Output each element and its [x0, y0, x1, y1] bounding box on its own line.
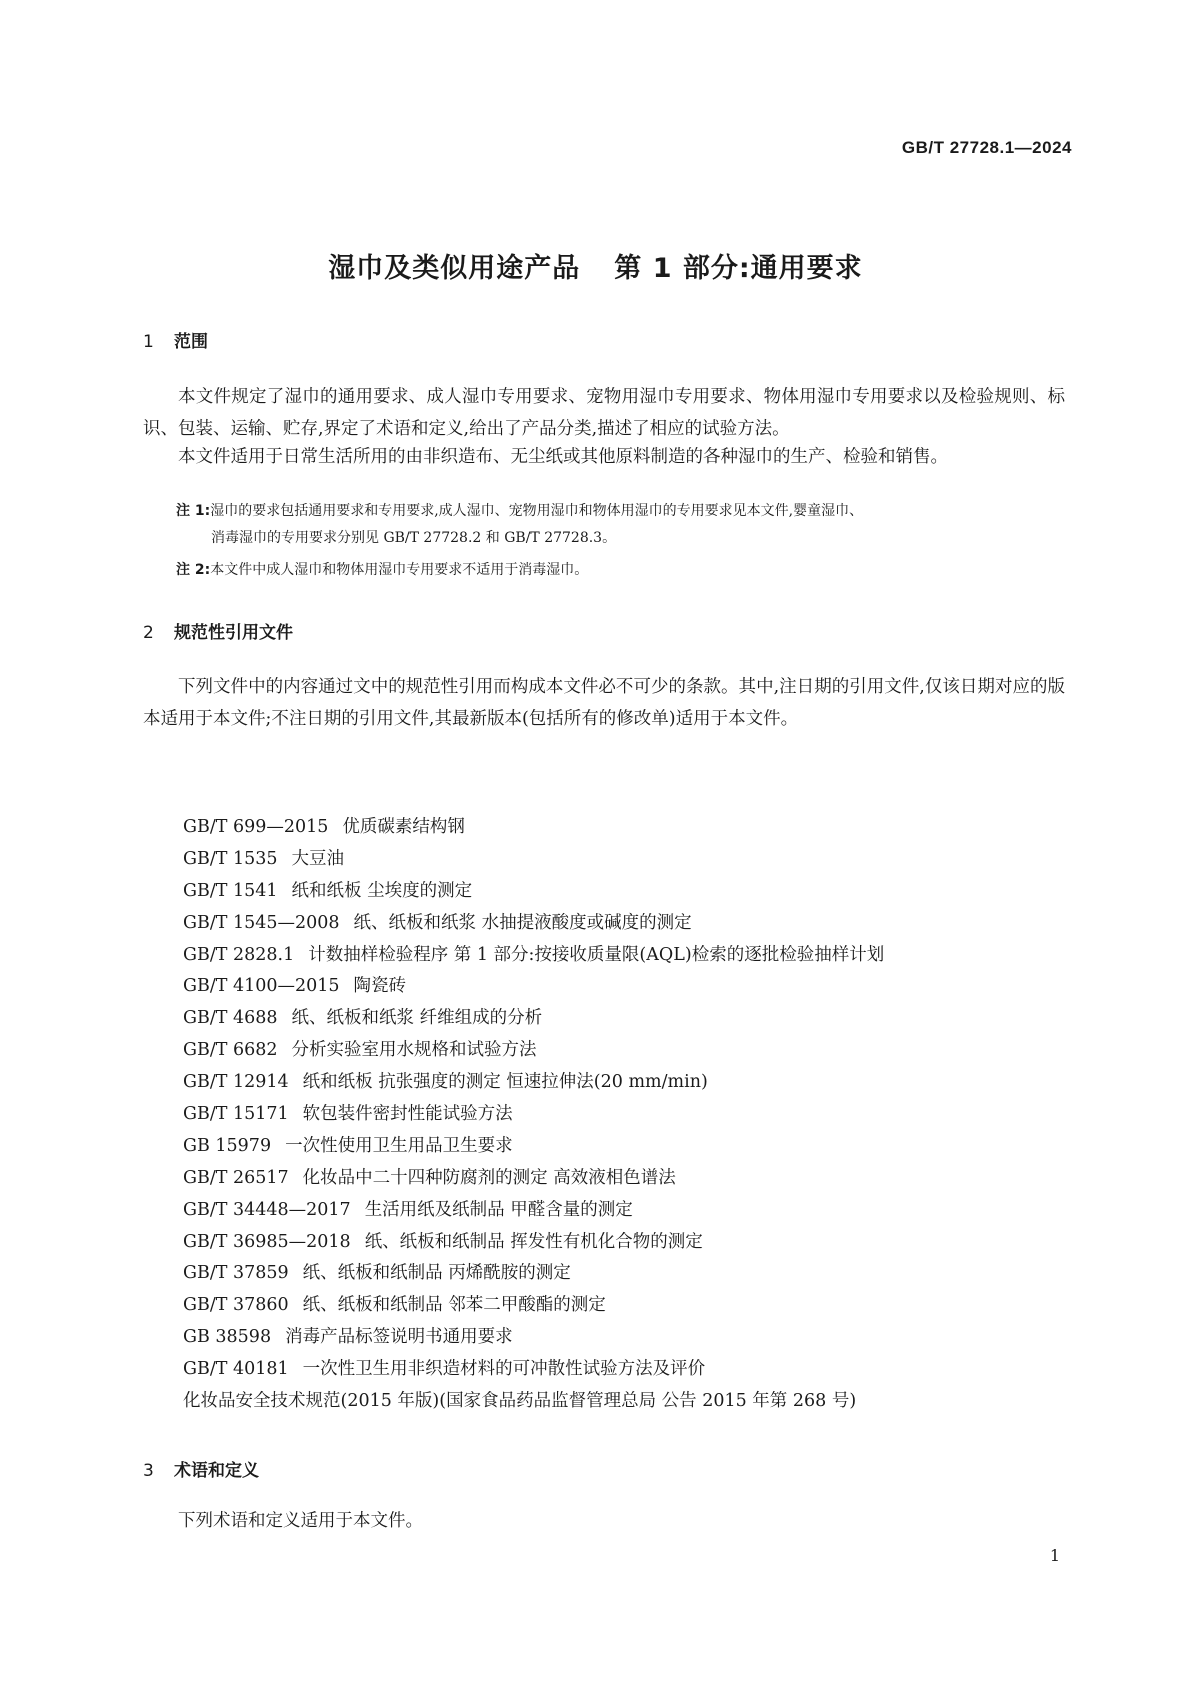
scope-paragraph-2: 本文件适用于日常生活所用的由非织造布、无尘纸或其他原料制造的各种湿巾的生产、检验和销售。	[178, 447, 948, 467]
note-1	[176, 498, 1066, 552]
standard-number: GB/T 27728.1—2024	[901, 138, 1072, 157]
section-number: 2	[143, 623, 154, 643]
reference-code: GB/T 15171	[183, 1104, 289, 1125]
reference-item	[183, 1322, 884, 1354]
reference-code: GB/T 4100—2015	[183, 976, 340, 997]
section-number: 1	[143, 332, 154, 352]
title-main: 湿巾及类似用途产品	[328, 253, 581, 284]
document-title	[0, 246, 1191, 285]
reference-title: 一次性使用卫生用品卫生要求	[285, 1135, 513, 1156]
reference-item	[183, 876, 884, 908]
section-heading-scope	[143, 327, 208, 352]
reference-item	[183, 1035, 884, 1067]
section-heading-normative	[143, 618, 293, 643]
section-title: 范围	[174, 332, 208, 352]
reference-item	[183, 940, 884, 972]
reference-title: 陶瓷砖	[353, 976, 407, 997]
section-title: 规范性引用文件	[174, 623, 293, 643]
reference-title: 一次性卫生用非织造材料的可冲散性试验方法及评价	[302, 1359, 706, 1380]
reference-code: GB/T 1541	[183, 880, 278, 901]
section-title: 术语和定义	[174, 1461, 259, 1481]
scope-paragraph-1: 本文件规定了湿巾的通用要求、成人湿巾专用要求、宠物用湿巾专用要求、物体用湿巾专用要求以及检验规则、标识、包装、运输、贮存,界定了术语和定义,给出了产品分类,描述了相应的试验方法。	[143, 387, 1065, 439]
note-1-label: 注 1:	[176, 503, 211, 519]
reference-title: 纸、纸板和纸制品 丙烯酰胺的测定	[302, 1263, 571, 1284]
reference-code: GB/T 40181	[183, 1359, 289, 1380]
reference-item	[183, 1354, 884, 1386]
reference-item	[183, 971, 884, 1003]
reference-item	[183, 1227, 884, 1259]
reference-code: GB 38598	[183, 1327, 272, 1348]
reference-item	[183, 908, 884, 940]
reference-title: 优质碳素结构钢	[342, 817, 465, 837]
reference-title: 软包装件密封性能试验方法	[302, 1104, 513, 1125]
reference-item	[183, 1195, 884, 1227]
reference-title: 消毒产品标签说明书通用要求	[285, 1327, 513, 1348]
reference-code: GB/T 26517	[183, 1167, 289, 1188]
reference-item	[183, 1386, 884, 1418]
title-part: 第 1 部分:通用要求	[614, 253, 863, 284]
reference-code: GB/T 699—2015	[183, 817, 329, 837]
reference-title: 纸、纸板和纸制品 邻苯二甲酸酯的测定	[302, 1295, 606, 1316]
reference-code: GB/T 1535	[183, 848, 278, 869]
note-2-label: 注 2:	[176, 562, 211, 578]
section-heading-terms	[143, 1456, 259, 1481]
page-number: 1	[1049, 1546, 1060, 1565]
reference-title: 生活用纸及纸制品 甲醛含量的测定	[364, 1199, 633, 1220]
reference-item	[183, 1131, 884, 1163]
reference-title: 纸、纸板和纸制品 挥发性有机化合物的测定	[364, 1231, 703, 1252]
reference-title: 化妆品安全技术规范(2015 年版)(国家食品药品监督管理总局 公告 2015 年第 268 号)	[183, 1391, 857, 1412]
reference-code: GB/T 2828.1	[183, 944, 295, 965]
reference-item	[183, 844, 884, 876]
reference-title: 化妆品中二十四种防腐剂的测定 高效液相色谱法	[302, 1167, 676, 1188]
reference-code: GB/T 36985—2018	[183, 1231, 351, 1252]
reference-item	[183, 1258, 884, 1290]
reference-code: GB 15979	[183, 1135, 272, 1156]
reference-title: 分析实验室用水规格和试验方法	[291, 1040, 537, 1061]
terms-intro: 下列术语和定义适用于本文件。	[178, 1511, 423, 1531]
note-1-line-1: 湿巾的要求包括通用要求和专用要求,成人湿巾、宠物用湿巾和物体用湿巾的专用要求见本文件,婴童湿巾、	[210, 503, 864, 519]
normative-intro: 下列文件中的内容通过文中的规范性引用而构成本文件必不可少的条款。其中,注日期的引用文件,仅该日期对应的版本适用于本文件;不注日期的引用文件,其最新版本(包括所有的修改单)适用于本文件。	[143, 677, 1065, 729]
reference-title: 大豆油	[291, 848, 345, 869]
reference-code: GB/T 12914	[183, 1072, 289, 1093]
reference-title: 纸和纸板 抗张强度的测定 恒速拉伸法(20 mm/min)	[302, 1072, 708, 1093]
section-number: 3	[143, 1461, 154, 1481]
reference-title: 计数抽样检验程序 第 1 部分:按接收质量限(AQL)检索的逐批检验抽样计划	[308, 944, 885, 965]
reference-list	[183, 812, 884, 1418]
reference-code: GB/T 37860	[183, 1295, 289, 1316]
reference-item	[183, 1067, 884, 1099]
reference-item	[183, 812, 884, 844]
reference-item	[183, 1290, 884, 1322]
reference-code: GB/T 4688	[183, 1008, 278, 1029]
reference-item	[183, 1099, 884, 1131]
reference-code: GB/T 37859	[183, 1263, 289, 1284]
note-1-line-2: 消毒湿巾的专用要求分别见 GB/T 27728.2 和 GB/T 27728.3。	[211, 530, 617, 546]
note-2	[176, 557, 1066, 584]
reference-title: 纸和纸板 尘埃度的测定	[291, 880, 473, 901]
reference-title: 纸、纸板和纸浆 水抽提液酸度或碱度的测定	[353, 912, 692, 933]
note-2-text: 本文件中成人湿巾和物体用湿巾专用要求不适用于消毒湿巾。	[210, 562, 589, 578]
reference-code: GB/T 1545—2008	[183, 912, 340, 933]
reference-item	[183, 1003, 884, 1035]
reference-code: GB/T 6682	[183, 1040, 278, 1061]
reference-item	[183, 1163, 884, 1195]
reference-title: 纸、纸板和纸浆 纤维组成的分析	[291, 1008, 543, 1029]
reference-code: GB/T 34448—2017	[183, 1199, 351, 1220]
